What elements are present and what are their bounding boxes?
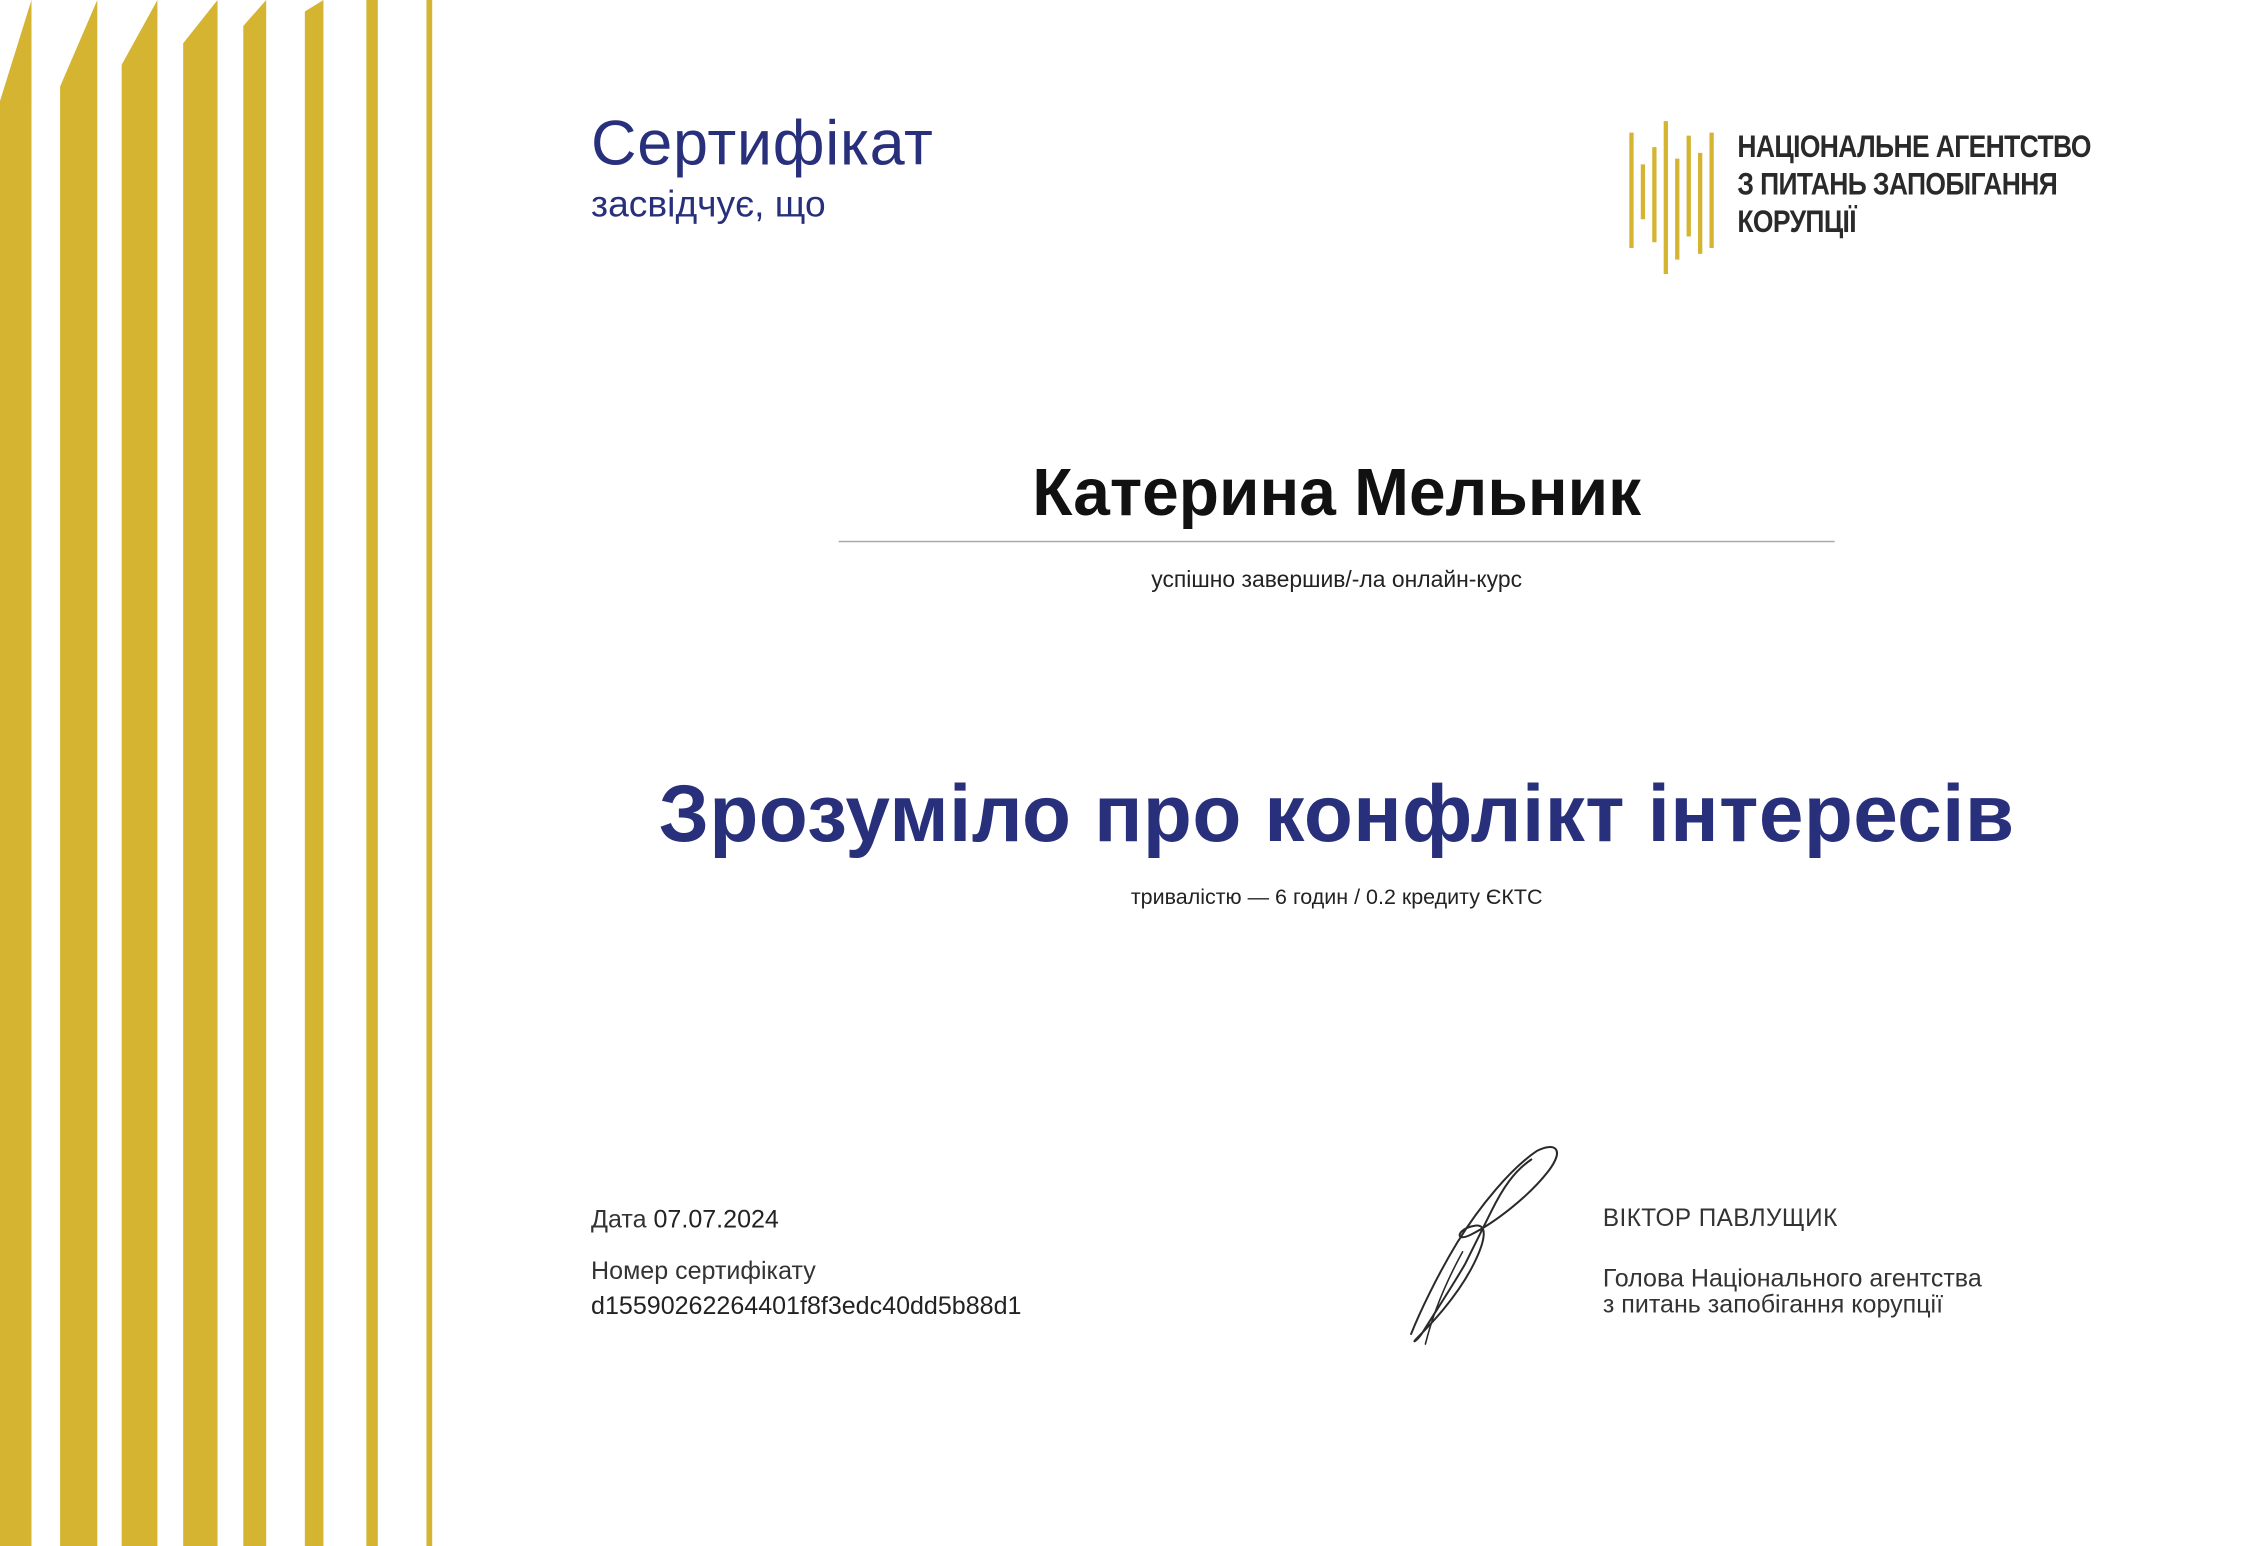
- recipient-underline: [839, 541, 1835, 542]
- signer-role-line-2: з питань запобігання корупції: [1602, 1289, 1944, 1319]
- stripe-3: [122, 0, 158, 1546]
- course-duration: тривалістю — 6 годин / 0.2 кредиту ЄКТС: [1130, 885, 1543, 911]
- agency-name-line-1: НАЦІОНАЛЬНЕ АГЕНТСТВО: [1737, 129, 2091, 165]
- date-row: [591, 1201, 1021, 1236]
- agency-name-line-2: З ПИТАНЬ ЗАПОБІГАННЯ: [1737, 167, 2058, 202]
- signer-role-line-1: Голова Національного агентства: [1602, 1263, 1982, 1293]
- course-title: Зрозуміло про конфлікт інтересів: [658, 767, 2015, 859]
- date-value: 07.07.2024: [653, 1204, 779, 1234]
- signer-name: ВІКТОР ПАВЛУЩИК: [1602, 1204, 1838, 1232]
- certificate-subtitle: засвідчує, що: [591, 181, 826, 225]
- signer-role: [1603, 1265, 1982, 1317]
- stripe-1: [0, 0, 31, 1546]
- stripe-4: [183, 0, 217, 1546]
- certificate-title: Сертифікат: [591, 108, 934, 179]
- handwritten-signature: [1400, 1139, 1586, 1355]
- stripe-6: [305, 0, 324, 1546]
- recipient-name: Катерина Мельник: [1032, 454, 1642, 530]
- agency-name: [1737, 128, 2090, 240]
- completion-statement: успішно завершив/-ла онлайн-курс: [1151, 568, 1523, 593]
- stripe-7: [366, 0, 377, 1546]
- date-label: Дата: [591, 1204, 647, 1234]
- certificate-meta: [591, 1201, 1021, 1322]
- agency-logo: [1626, 115, 2098, 279]
- stripe-5: [243, 0, 266, 1546]
- agency-name-line-3: КОРУПЦІЇ: [1737, 204, 1856, 240]
- certificate-number: d15590262264401f8f3edc40dd5b88d1: [591, 1290, 1022, 1320]
- gold-stripes-decoration: [0, 0, 444, 1546]
- stripe-group: [0, 0, 432, 1546]
- number-label: Номер сертифікату: [591, 1256, 816, 1285]
- nazk-barcode-logo-icon: [1626, 115, 1726, 279]
- certificate-heading: [591, 107, 934, 225]
- stripe-2: [60, 0, 97, 1546]
- signer-block: [1602, 1204, 1982, 1319]
